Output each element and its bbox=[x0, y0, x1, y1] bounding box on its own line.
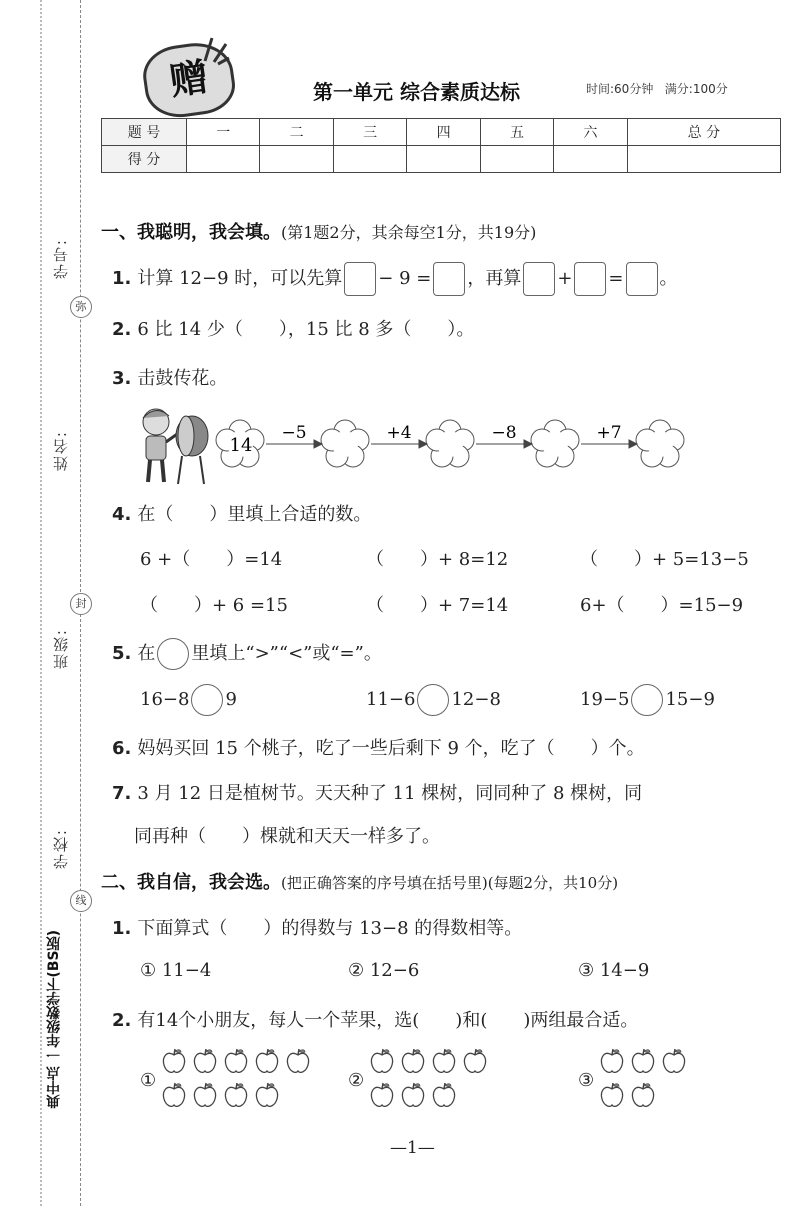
answer-box[interactable] bbox=[626, 262, 658, 296]
apple-icon bbox=[193, 1082, 217, 1112]
dotted-border-line bbox=[40, 0, 42, 1206]
apple-icon bbox=[193, 1048, 217, 1078]
seal-feng: 封 bbox=[70, 593, 92, 615]
apple-icon bbox=[255, 1082, 279, 1112]
q4-text: 在（ ）里填上合适的数。 bbox=[137, 504, 372, 525]
question-2-2 bbox=[112, 1006, 638, 1032]
apple-icon bbox=[255, 1048, 279, 1078]
class-label: 班级: bbox=[52, 628, 70, 670]
name-label: 姓名: bbox=[52, 430, 70, 472]
question-1-2 bbox=[112, 315, 474, 341]
q4-item: 6 +（ ）=14 bbox=[140, 549, 283, 570]
apple-icon bbox=[162, 1082, 186, 1112]
apple-group-3 bbox=[600, 1048, 760, 1118]
question-number: 2. bbox=[112, 319, 132, 340]
apple-icon bbox=[432, 1082, 456, 1112]
compare-circle[interactable] bbox=[191, 684, 223, 716]
section-2-note: (把正确答案的序号填在括号里)(每题2分，共10分) bbox=[281, 874, 619, 892]
apple-icon bbox=[631, 1048, 655, 1078]
section-2-title: 二、我自信，我会选。 bbox=[101, 872, 281, 893]
q5-left: 11−6 bbox=[366, 689, 416, 710]
flower-start-number: 14 bbox=[229, 435, 253, 456]
seal-mi: 弥 bbox=[70, 296, 92, 318]
answer-box[interactable] bbox=[433, 262, 465, 296]
apple-icon bbox=[286, 1048, 310, 1078]
question-number: 5. bbox=[112, 643, 132, 664]
q1-text-e: = bbox=[608, 268, 624, 289]
q1-text-b: − 9 = bbox=[378, 268, 432, 289]
school-label: 学校: bbox=[52, 828, 70, 870]
s2-q2-text: 有14个小朋友，每人一个苹果，选( )和( )两组最合适。 bbox=[137, 1010, 639, 1031]
q1-text-f: 。 bbox=[659, 268, 678, 289]
q5-right: 9 bbox=[225, 689, 237, 710]
score-cell[interactable] bbox=[333, 146, 406, 173]
exam-meta bbox=[586, 80, 728, 97]
answer-box[interactable] bbox=[523, 262, 555, 296]
q5-text-b: 里填上“>”“<”或“=”。 bbox=[191, 643, 382, 664]
op-label: +4 bbox=[386, 423, 412, 443]
option[interactable]: ① 11−4 bbox=[140, 960, 212, 981]
q4-item: （ ）+ 7=14 bbox=[366, 595, 509, 616]
q1-text-c: ，再算 bbox=[467, 268, 522, 289]
apple-icon bbox=[224, 1082, 248, 1112]
flower-chain bbox=[210, 412, 690, 474]
question-2-1 bbox=[112, 914, 522, 940]
book-title: 典中点 一年级数学下(BS版) bbox=[46, 930, 62, 1109]
question-number: 7. bbox=[112, 783, 132, 804]
q7-text-1: 3 月 12 日是植树节。天天种了 11 棵树，同同种了 8 棵树，同 bbox=[137, 783, 643, 804]
score-table-header: 六 bbox=[554, 119, 627, 146]
question-number: 1. bbox=[112, 918, 132, 939]
apple-group-2 bbox=[370, 1048, 530, 1118]
student-number-label: 学号: bbox=[52, 238, 70, 280]
question-1-4 bbox=[112, 500, 371, 526]
s2-q1-text: 下面算式（ ）的得数与 13−8 的得数相等。 bbox=[137, 918, 523, 939]
question-number: 6. bbox=[112, 738, 132, 759]
compare-circle[interactable] bbox=[417, 684, 449, 716]
score-table-header: 一 bbox=[187, 119, 260, 146]
time-limit: 时间:60分钟 bbox=[586, 82, 654, 96]
q5-item bbox=[580, 684, 715, 716]
apple-group-1 bbox=[162, 1048, 322, 1118]
apple-icon bbox=[432, 1048, 456, 1078]
apple-icon bbox=[370, 1082, 394, 1112]
q5-right: 15−9 bbox=[665, 689, 715, 710]
apple-icon bbox=[631, 1082, 655, 1112]
score-cell[interactable] bbox=[480, 146, 553, 173]
section-1-heading bbox=[101, 218, 536, 244]
option[interactable]: ③ 14−9 bbox=[578, 960, 650, 981]
q7-text-2: 同再种（ ）棵就和天天一样多了。 bbox=[134, 826, 440, 847]
score-table bbox=[101, 118, 781, 173]
answer-box[interactable] bbox=[574, 262, 606, 296]
q5-text-a: 在 bbox=[137, 643, 156, 664]
flower-blank[interactable] bbox=[636, 420, 684, 467]
q1-text-d: + bbox=[557, 268, 573, 289]
question-1-5 bbox=[112, 638, 382, 670]
op-label: −8 bbox=[491, 423, 517, 443]
question-1-7 bbox=[112, 779, 642, 805]
page-number: —1— bbox=[390, 1138, 435, 1158]
apple-icon bbox=[401, 1048, 425, 1078]
gift-badge: 赠 bbox=[139, 38, 238, 122]
score-cell[interactable] bbox=[260, 146, 333, 173]
apple-icon bbox=[162, 1048, 186, 1078]
apple-icon bbox=[600, 1048, 624, 1078]
drummer-boy-illustration bbox=[134, 402, 214, 486]
section-1-title: 一、我聪明，我会填。 bbox=[101, 222, 281, 243]
q3-text: 击鼓传花。 bbox=[137, 368, 228, 389]
q5-left: 19−5 bbox=[580, 689, 630, 710]
op-label: +7 bbox=[596, 423, 622, 443]
section-1-note: (第1题2分，其余每空1分，共19分) bbox=[281, 223, 537, 242]
question-1-6 bbox=[112, 734, 645, 760]
option[interactable]: ② 12−6 bbox=[348, 960, 420, 981]
score-table-header-row bbox=[102, 119, 781, 146]
gift-spark-icon bbox=[200, 36, 230, 66]
q4-item: （ ）+ 6 =15 bbox=[140, 595, 288, 616]
question-number: 2. bbox=[112, 1010, 132, 1031]
question-1-3 bbox=[112, 364, 227, 390]
flower-blank[interactable] bbox=[426, 420, 474, 467]
score-table-header: 四 bbox=[407, 119, 480, 146]
flower-blank[interactable] bbox=[321, 420, 369, 467]
q5-item bbox=[366, 684, 501, 716]
q5-right: 12−8 bbox=[451, 689, 501, 710]
q1-text-a: 计算 12−9 时，可以先算 bbox=[137, 268, 343, 289]
score-row-label: 得 分 bbox=[102, 146, 187, 173]
score-cell[interactable] bbox=[627, 146, 780, 173]
apple-option-label[interactable]: ① bbox=[140, 1070, 157, 1091]
apple-icon bbox=[370, 1048, 394, 1078]
full-score: 满分:100分 bbox=[664, 82, 728, 96]
score-table-header: 五 bbox=[480, 119, 553, 146]
score-table-header: 二 bbox=[260, 119, 333, 146]
q6-text: 妈妈买回 15 个桃子，吃了一些后剩下 9 个，吃了（ ）个。 bbox=[137, 738, 645, 759]
q4-item: （ ）+ 8=12 bbox=[366, 549, 509, 570]
circle-placeholder bbox=[157, 638, 189, 670]
q5-left: 16−8 bbox=[140, 689, 190, 710]
apple-icon bbox=[600, 1082, 624, 1112]
question-number: 1. bbox=[112, 268, 132, 289]
q5-item bbox=[140, 684, 237, 716]
apple-icon bbox=[224, 1048, 248, 1078]
apple-icon bbox=[662, 1048, 686, 1078]
q4-item: 6+（ ）=15−9 bbox=[580, 595, 744, 616]
score-cell[interactable] bbox=[407, 146, 480, 173]
flower-blank[interactable] bbox=[531, 420, 579, 467]
apple-option-label[interactable]: ③ bbox=[578, 1070, 595, 1091]
compare-circle[interactable] bbox=[631, 684, 663, 716]
page-title: 第一单元 综合素质达标 bbox=[313, 80, 520, 104]
q2-text: 6 比 14 少（ ），15 比 8 多（ ）。 bbox=[137, 319, 475, 340]
answer-box[interactable] bbox=[344, 262, 376, 296]
q4-item: （ ）+ 5=13−5 bbox=[580, 549, 749, 570]
question-number: 3. bbox=[112, 368, 132, 389]
score-table-header: 三 bbox=[333, 119, 406, 146]
question-1-1 bbox=[112, 262, 678, 296]
apple-option-label[interactable]: ② bbox=[348, 1070, 365, 1091]
score-table-header: 题 号 bbox=[102, 119, 187, 146]
op-label: −5 bbox=[281, 423, 307, 443]
score-cell[interactable] bbox=[554, 146, 627, 173]
score-table-score-row bbox=[102, 146, 781, 173]
score-table-header: 总 分 bbox=[627, 119, 780, 146]
question-number: 4. bbox=[112, 504, 132, 525]
score-cell[interactable] bbox=[187, 146, 260, 173]
apple-icon bbox=[463, 1048, 487, 1078]
apple-icon bbox=[401, 1082, 425, 1112]
seal-xian: 线 bbox=[70, 890, 92, 912]
section-2-heading bbox=[101, 868, 618, 894]
